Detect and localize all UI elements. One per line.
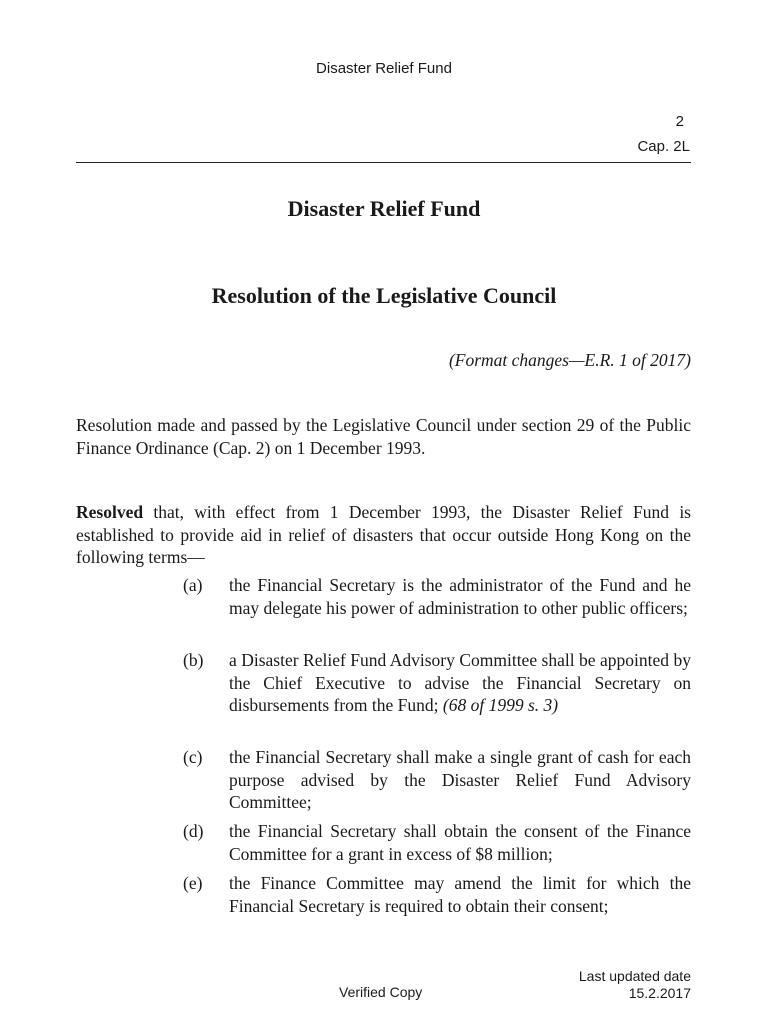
intro-paragraph: Resolution made and passed by the Legislative Council under section 29 of the Public Finance Ordinance (Cap. 2) on 1 December 1993.	[76, 415, 691, 458]
resolved-lead: Resolved	[76, 502, 144, 522]
last-updated-date: 15.2.2017	[628, 985, 691, 1001]
header-divider	[76, 162, 691, 163]
term-text: the Financial Secretary shall make a single grant of cash for each purpose advised by the Disaster Relief Fund Advisory Committee;	[229, 747, 691, 812]
document-title: Disaster Relief Fund	[287, 196, 481, 221]
verified-copy-label: Verified Copy	[339, 984, 423, 1000]
running-header: Disaster Relief Fund	[316, 60, 452, 77]
term-text: the Financial Secretary shall obtain the consent of the Finance Committee for a grant in excess of $8 million;	[229, 821, 691, 864]
resolved-paragraph	[76, 501, 691, 569]
term-label: (a)	[183, 575, 203, 595]
format-changes-note: (Format changes—E.R. 1 of 2017)	[448, 350, 691, 370]
term-citation: (68 of 1999 s. 3)	[442, 695, 559, 715]
term-label: (e)	[183, 873, 203, 893]
term-label: (c)	[183, 747, 203, 767]
resolved-text: that, with effect from 1 December 1993, the Disaster Relief Fund is established to provide aid in relief of disasters that occur outside Hong Kong on the following terms—	[76, 502, 691, 567]
term-label: (d)	[183, 821, 204, 841]
term-text: the Financial Secretary is the administrator of the Fund and he may delegate his power of administration to other public officers;	[229, 575, 691, 618]
page-number: 2	[675, 113, 684, 130]
document-subtitle: Resolution of the Legislative Council	[211, 283, 557, 308]
term-label: (b)	[183, 650, 204, 670]
term-text: a Disaster Relief Fund Advisory Committee shall be appointed by the Chief Executive to advise the Financial Secretary on disbursements from the Fund; (68 of 1999 s. 3)	[229, 650, 691, 715]
last-updated-label: Last updated date	[578, 968, 691, 984]
term-text: the Finance Committee may amend the limit for which the Financial Secretary is required to obtain their consent;	[229, 873, 691, 916]
chapter-reference: Cap. 2L	[637, 138, 690, 155]
